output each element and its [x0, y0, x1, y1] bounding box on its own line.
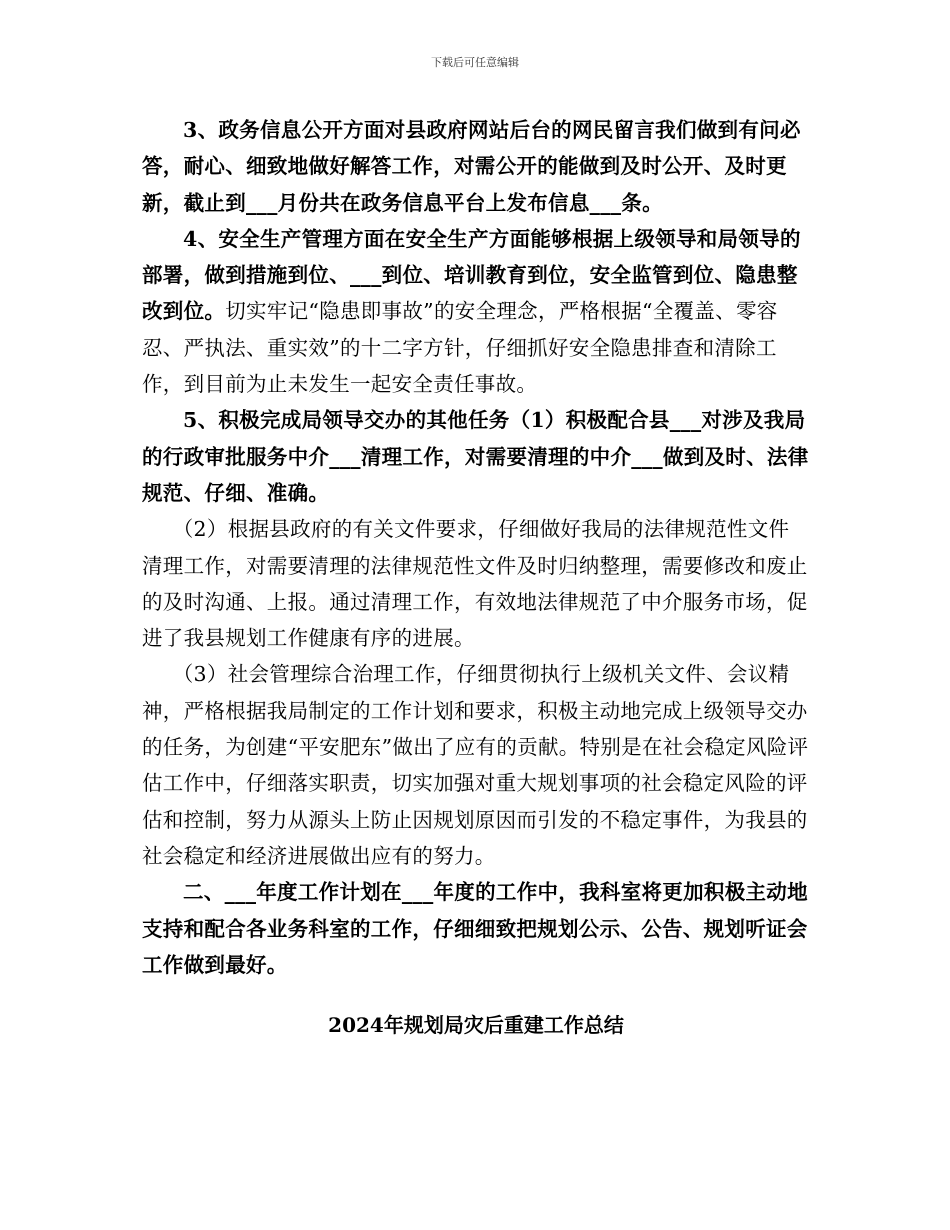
paragraph-safety-production [142, 221, 810, 402]
paragraph-government-info: 3、政务信息公开方面对县政府网站后台的网民留言我们做到有问必答，耐心、细致地做好解答工作，对需公开的能做到及时公开、及时更新，截止到___月份共在政务信息平台上发布信息___条。 [142, 118, 801, 215]
document-body [142, 112, 810, 1043]
document-title: 2024年规划局灾后重建工作总结 [328, 1013, 624, 1038]
paragraph-other-tasks: 5、积极完成局领导交办的其他任务（1）积极配合县___对涉及我局的行政审批服务中介___清理工作，对需要清理的中介___做到及时、法律规范、仔细、准确。 [142, 408, 809, 505]
paragraph-social-management: （3）社会管理综合治理工作，仔细贯彻执行上级机关文件、会议精神，严格根据我局制定的工作计划和要求，积极主动地完成上级领导交办的任务，为创建“平安肥东”做出了应有的贡献。特别是在社会稳定风险评估工作中，仔细落实职责，切实加强对重大规划事项的社会稳定风险的评估和控制，努力从源头上防止因规划原因而引发的不稳定事件，为我县的社会稳定和经济进展做出应有的努力。 [142, 662, 809, 868]
paragraph-annual-plan: 二、___年度工作计划在___年度的工作中，我科室将更加积极主动地支持和配合各业务科室的工作，仔细细致把规划公示、公告、规划听证会工作做到最好。 [142, 880, 808, 977]
page-header-note: 下载后可任意编辑 [431, 56, 519, 69]
paragraph-document-cleanup: （2）根据县政府的有关文件要求，仔细做好我局的法律规范性文件清理工作，对需要清理的法律规范性文件及时归纳整理，需要修改和废止的及时沟通、上报。通过清理工作，有效地法律规范了中介服务市场，促进了我县规划工作健康有序的进展。 [142, 517, 808, 651]
safety-production-normal-text: 切实牢记“隐患即事故”的安全理念，严格根据“全覆盖、零容忍、严执法、重实效”的十二字方针，仔细抓好安全隐患排查和清除工作，到目前为止未发生一起安全责任事故。 [142, 299, 778, 397]
safety-production-bold-text: 4、安全生产管理方面在安全生产方面能够根据上级领导和局领导的部署，做到措施到位、___到位、培训教育到位，安全监管到位、隐患整改到位。 [142, 226, 801, 324]
